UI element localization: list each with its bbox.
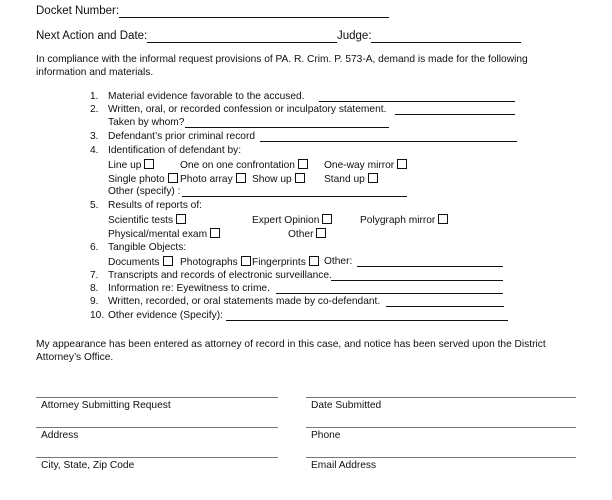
scientific-tests-label: Scientific tests — [108, 215, 174, 226]
single-photo-label: Single photo — [108, 174, 165, 185]
item-3-text: Defendant’s prior criminal record — [108, 131, 256, 142]
item-9-text: Written, recorded, or oral statements made by co-defendant. — [108, 296, 381, 307]
single-photo-checkbox[interactable] — [168, 173, 178, 183]
one-on-one-label: One on one confrontation — [180, 160, 295, 171]
judge-label: Judge: — [337, 30, 372, 42]
item-1-text: Material evidence favorable to the accused. — [108, 91, 305, 102]
item-10-field[interactable] — [226, 320, 508, 321]
photographs-label: Photographs — [180, 257, 238, 268]
date-submitted-line[interactable] — [306, 397, 576, 398]
docket-number-field[interactable] — [119, 17, 389, 18]
show-up-checkbox[interactable] — [295, 173, 305, 183]
item-number: 1. — [90, 91, 99, 102]
attorney-signature-line[interactable] — [36, 397, 278, 398]
one-on-one-checkbox[interactable] — [298, 159, 308, 169]
physical-exam-label: Physical/mental exam — [108, 229, 208, 240]
lineup-label: Line up — [108, 160, 142, 171]
phone-label: Phone — [311, 430, 341, 441]
item-number: 6. — [90, 242, 99, 253]
fingerprints-label: Fingerprints — [252, 257, 306, 268]
stand-up-checkbox[interactable] — [368, 173, 378, 183]
fingerprints-option[interactable] — [252, 256, 319, 268]
one-way-mirror-option[interactable] — [324, 159, 407, 171]
item-6-other-label: Other: — [324, 256, 353, 267]
appearance-line-1: My appearance has been entered as attorney of record in this case, and notice has been served upon the District — [36, 339, 546, 350]
item-number: 5. — [90, 200, 99, 211]
item-number: 7. — [90, 270, 99, 281]
docket-number-label: Docket Number: — [36, 5, 120, 17]
documents-label: Documents — [108, 257, 160, 268]
item-number: 2. — [90, 104, 99, 115]
item-number: 4. — [90, 145, 99, 156]
photo-array-label: Photo array — [180, 174, 233, 185]
item-number: 10. — [90, 310, 105, 321]
expert-opinion-checkbox[interactable] — [322, 214, 332, 224]
fingerprints-checkbox[interactable] — [309, 256, 319, 266]
item-number: 9. — [90, 296, 99, 307]
one-way-mirror-checkbox[interactable] — [397, 159, 407, 169]
scientific-tests-option[interactable] — [108, 214, 186, 226]
polygraph-mirror-label: Polygraph mirror — [360, 215, 436, 226]
item-5-other-option[interactable] — [288, 228, 326, 240]
item-7-field[interactable] — [331, 280, 503, 281]
one-way-mirror-label: One-way mirror — [324, 160, 395, 171]
item-2-taken-by-field[interactable] — [185, 127, 389, 128]
lineup-checkbox[interactable] — [144, 159, 154, 169]
documents-checkbox[interactable] — [163, 256, 173, 266]
one-on-one-option[interactable] — [180, 159, 308, 171]
item-5-other-label: Other — [288, 229, 314, 240]
polygraph-mirror-option[interactable] — [360, 214, 448, 226]
judge-field[interactable] — [371, 42, 521, 43]
item-number: 8. — [90, 283, 99, 294]
item-2-text: Written, oral, or recorded confession or inculpatory statement. — [108, 104, 387, 115]
item-9-field[interactable] — [386, 306, 504, 307]
show-up-label: Show up — [252, 174, 292, 185]
item-6-other-field[interactable] — [357, 266, 503, 267]
show-up-option[interactable] — [252, 173, 305, 185]
item-10-text: Other evidence (Specify): — [108, 310, 223, 321]
next-action-label: Next Action and Date: — [36, 30, 148, 42]
item-2-field[interactable] — [395, 114, 515, 115]
date-submitted-label: Date Submitted — [311, 400, 382, 411]
single-photo-option[interactable] — [108, 173, 178, 185]
item-6-text: Tangible Objects: — [108, 242, 187, 253]
email-line[interactable] — [306, 457, 576, 458]
item-number: 3. — [90, 131, 99, 142]
photographs-option[interactable] — [180, 256, 251, 268]
item-4-text: Identification of defendant by: — [108, 145, 242, 156]
intro-line-2: information and materials. — [36, 67, 154, 78]
item-4-other-label: Other (specify) : — [108, 186, 181, 197]
city-state-zip-label: City, State, Zip Code — [41, 460, 135, 471]
next-action-field[interactable] — [147, 42, 337, 43]
physical-exam-option[interactable] — [108, 228, 220, 240]
photographs-checkbox[interactable] — [241, 256, 251, 266]
item-4-other-field[interactable] — [182, 196, 407, 197]
expert-opinion-option[interactable] — [252, 214, 332, 226]
appearance-line-2: Attorney’s Office. — [36, 352, 114, 363]
stand-up-label: Stand up — [324, 174, 365, 185]
polygraph-mirror-checkbox[interactable] — [438, 214, 448, 224]
scientific-tests-checkbox[interactable] — [176, 214, 186, 224]
photo-array-option[interactable] — [180, 173, 246, 185]
attorney-label: Attorney Submitting Request — [41, 400, 171, 411]
phone-line[interactable] — [306, 427, 576, 428]
item-1-field[interactable] — [319, 101, 515, 102]
stand-up-option[interactable] — [324, 173, 378, 185]
intro-line-1: In compliance with the informal request provisions of PA. R. Crim. P. 573-A, demand is made for the following — [36, 54, 528, 65]
email-label: Email Address — [311, 460, 377, 471]
item-5-text: Results of reports of: — [108, 200, 202, 211]
address-label: Address — [41, 430, 79, 441]
physical-exam-checkbox[interactable] — [210, 228, 220, 238]
item-5-other-checkbox[interactable] — [316, 228, 326, 238]
address-line[interactable] — [36, 427, 278, 428]
item-8-text: Information re: Eyewitness to crime. — [108, 283, 270, 294]
photo-array-checkbox[interactable] — [236, 173, 246, 183]
item-7-text: Transcripts and records of electronic surveillance. — [108, 270, 332, 281]
item-8-field[interactable] — [276, 293, 503, 294]
item-3-field[interactable] — [260, 141, 517, 142]
city-state-zip-line[interactable] — [36, 457, 278, 458]
documents-option[interactable] — [108, 256, 173, 268]
item-2-taken-by-label: Taken by whom? — [108, 117, 185, 128]
lineup-option[interactable] — [108, 159, 154, 171]
expert-opinion-label: Expert Opinion — [252, 215, 320, 226]
